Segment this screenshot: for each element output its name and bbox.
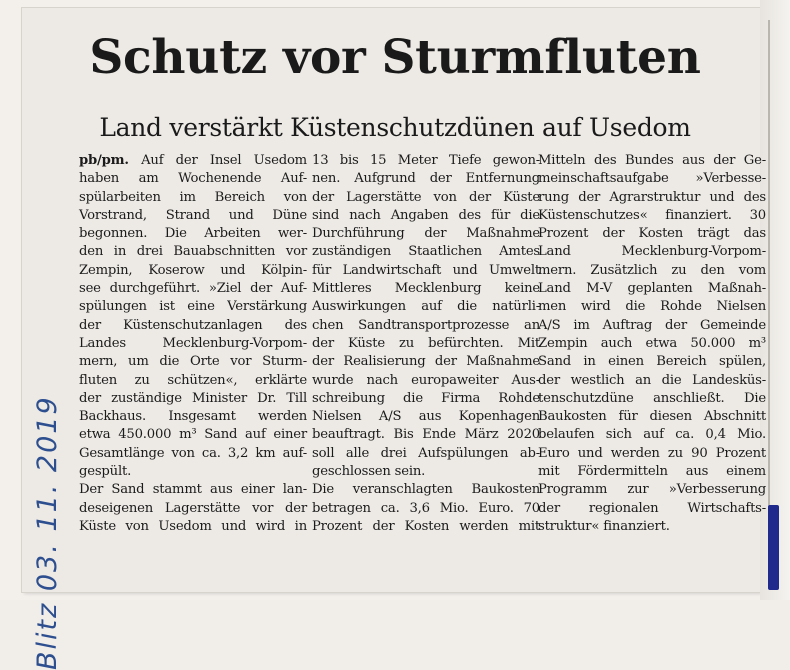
article-line: Land Mecklenburg-Vorpom-: [538, 244, 766, 260]
article-line: begonnen. Die Arbeiten wer-: [79, 226, 307, 242]
article-line: Prozent der Kosten trägt das: [538, 226, 766, 242]
article-line: wurde nach europaweiter Aus-: [312, 372, 540, 388]
article-line-text: Auf der Insel Usedom: [128, 153, 307, 168]
article-line: mit Fördermitteln aus einem: [538, 464, 766, 480]
article-line: zuständigen Staatlichen Amtes: [312, 244, 540, 260]
article-line: tenschutzdüne anschließt. Die: [538, 390, 766, 406]
article-column-3: [538, 152, 766, 536]
article-line: der zuständige Minister Dr. Till: [79, 390, 307, 406]
article-line: belaufen sich auf ca. 0,4 Mio.: [538, 427, 766, 443]
article-line: etwa 450.000 m³ Sand auf einer: [79, 427, 307, 443]
article-line: Zempin, Koserow und Kölpin-: [79, 262, 307, 278]
article-line: betragen ca. 3,6 Mio. Euro. 70: [312, 500, 540, 516]
article-line: Zempin auch etwa 50.000 m³: [538, 335, 766, 351]
article-line: Sand in einen Bereich spülen,: [538, 354, 766, 370]
article-headline: Schutz vor Sturmfluten: [89, 30, 701, 85]
article-line: der Realisierung der Maßnahme: [312, 354, 540, 370]
article-line: Gesamtlänge von ca. 3,2 km auf-: [79, 445, 307, 461]
article-line: geschlossen sein.: [312, 464, 426, 480]
article-line: Der Sand stammt aus einer lan-: [79, 482, 307, 498]
blue-edge-strip: [768, 505, 779, 590]
article-line: Mittleres Mecklenburg keine: [312, 281, 540, 297]
article-line: haben am Wochenende Auf-: [79, 171, 307, 187]
article-line: für Landwirtschaft und Umwelt: [312, 262, 540, 278]
article-line: der Küste zu befürchten. Mit: [312, 335, 540, 351]
article-line: meinschaftsaufgabe »Verbesse-: [538, 171, 766, 187]
article-line: der regionalen Wirtschafts-: [538, 500, 766, 516]
article-line: men wird die Rohde Nielsen: [538, 299, 766, 315]
article-line: den in drei Bauabschnitten vor: [79, 244, 307, 260]
article-line: Mitteln des Bundes aus der Ge-: [538, 153, 766, 168]
article-line: Euro und werden zu 90 Prozent: [538, 445, 766, 461]
article-line: nen. Aufgrund der Entfernung: [312, 171, 540, 187]
article-line: Küste von Usedom und wird in: [79, 518, 307, 534]
article-line: sind nach Angaben des für die: [312, 207, 540, 223]
article-line: rung der Agrarstruktur und des: [538, 189, 766, 205]
article-line: gespült.: [79, 464, 132, 480]
article-line: Backhaus. Insgesamt werden: [79, 409, 307, 425]
article-line: 13 bis 15 Meter Tiefe gewon-: [312, 153, 540, 168]
article-column-2: [312, 152, 540, 536]
article-line: schreibung die Firma Rohde: [312, 390, 540, 406]
article-line: Land M-V geplanten Maßnah-: [538, 281, 766, 297]
article-line: A/S im Auftrag der Gemeinde: [538, 317, 766, 333]
article-line: struktur« finanziert.: [538, 518, 670, 534]
article-line: Nielsen A/S aus Kopenhagen: [312, 409, 540, 425]
article-line: Küstenschutzes« finanziert. 30: [538, 207, 766, 223]
article-line: see durchgeführt. »Ziel der Auf-: [79, 281, 307, 297]
article-line: Die veranschlagten Baukosten: [312, 482, 540, 498]
article-line: Vorstrand, Strand und Düne: [79, 207, 307, 223]
article-line: soll alle drei Aufspülungen ab-: [312, 445, 540, 461]
article-line: spülungen ist eine Verstärkung: [79, 299, 307, 315]
article-line: [79, 152, 307, 170]
article-line: deseigenen Lagerstätte vor der: [79, 500, 307, 516]
article-line: der Küstenschutzanlagen des: [79, 317, 307, 333]
article-line: Landes Mecklenburg-Vorpom-: [79, 335, 307, 351]
byline: pb/pm.: [79, 153, 129, 168]
article-line: mern. Zusätzlich zu den vom: [538, 262, 766, 278]
article-subheadline: Land verstärkt Küstenschutzdünen auf Usedom: [99, 113, 691, 142]
article-line: beauftragt. Bis Ende März 2020: [312, 427, 540, 443]
article-line: spülarbeiten im Bereich von: [79, 189, 307, 205]
article-line: chen Sandtransportprozesse an: [312, 317, 540, 333]
article-column-1: [79, 152, 307, 536]
article-line: Prozent der Kosten werden mit: [312, 518, 540, 534]
article-line: der Lagerstätte von der Küste: [312, 189, 540, 205]
article-line: fluten zu schützen«, erklärte: [79, 372, 307, 388]
article-line: mern, um die Orte vor Sturm-: [79, 354, 307, 370]
article-line: Durchführung der Maßnahme: [312, 226, 540, 242]
handwritten-date-note: Blitz 03. 11. 2019: [32, 395, 63, 670]
article-line: der westlich an die Landesküs-: [538, 372, 766, 388]
article-line: Baukosten für diesen Abschnitt: [538, 409, 766, 425]
article-line: Programm zur »Verbesserung: [538, 482, 766, 498]
article-line: Auswirkungen auf die natürli-: [312, 299, 540, 315]
clipping-edge-line: [768, 20, 770, 580]
